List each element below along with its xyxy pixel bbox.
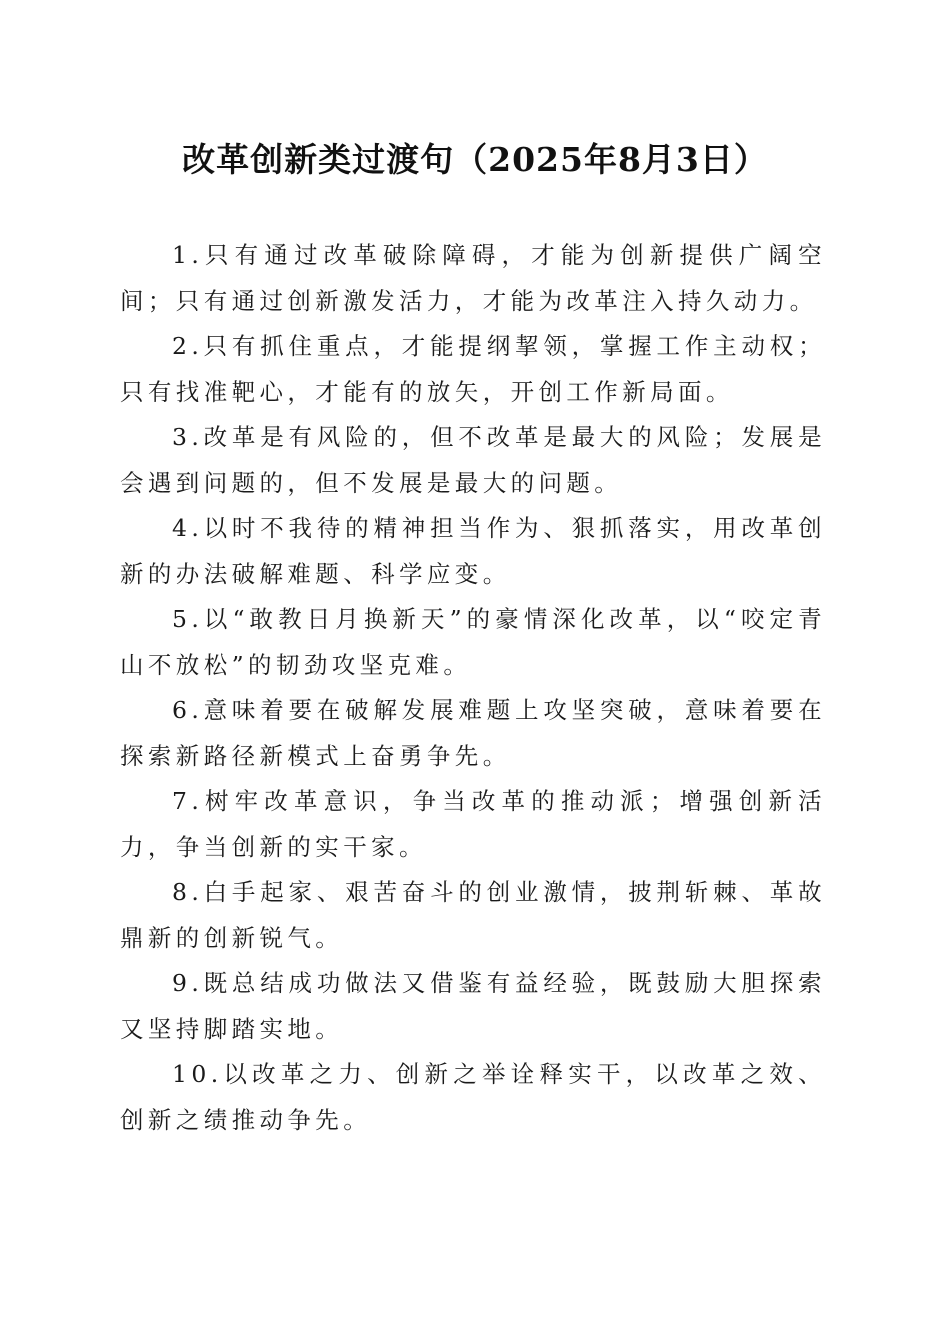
paragraph-6: 6.意味着要在破解发展难题上攻坚突破，意味着要在探索新路径新模式上奋勇争先。 bbox=[120, 696, 826, 770]
paragraph-4: 4.以时不我待的精神担当作为、狠抓落实，用改革创新的办法破解难题、科学应变。 bbox=[120, 514, 826, 588]
paragraph-9: 9.既总结成功做法又借鉴有益经验，既鼓励大胆探索又坚持脚踏实地。 bbox=[120, 969, 826, 1043]
paragraph-5: 5.以“敢教日月换新天”的豪情深化改革，以“咬定青山不放松”的韧劲攻坚克难。 bbox=[120, 605, 826, 679]
paragraph-10: 10.以改革之力、创新之举诠释实干，以改革之效、创新之绩推动争先。 bbox=[120, 1060, 826, 1134]
paragraph-1: 1.只有通过改革破除障碍，才能为创新提供广阔空间；只有通过创新激发活力，才能为改革注入持久动力。 bbox=[120, 241, 826, 315]
paragraph-8: 8.白手起家、艰苦奋斗的创业激情，披荆斩棘、革故鼎新的创新锐气。 bbox=[120, 878, 826, 952]
paragraph-2: 2.只有抓住重点，才能提纲挈领，掌握工作主动权；只有找准靶心，才能有的放矢，开创工作新局面。 bbox=[120, 332, 826, 406]
document-title: 改革创新类过渡句（2025年8月3日） bbox=[182, 140, 768, 179]
paragraph-7: 7.树牢改革意识，争当改革的推动派；增强创新活力，争当创新的实干家。 bbox=[120, 787, 826, 861]
document-body bbox=[120, 233, 826, 1143]
paragraph-3: 3.改革是有风险的，但不改革是最大的风险；发展是会遇到问题的，但不发展是最大的问题。 bbox=[120, 423, 826, 497]
